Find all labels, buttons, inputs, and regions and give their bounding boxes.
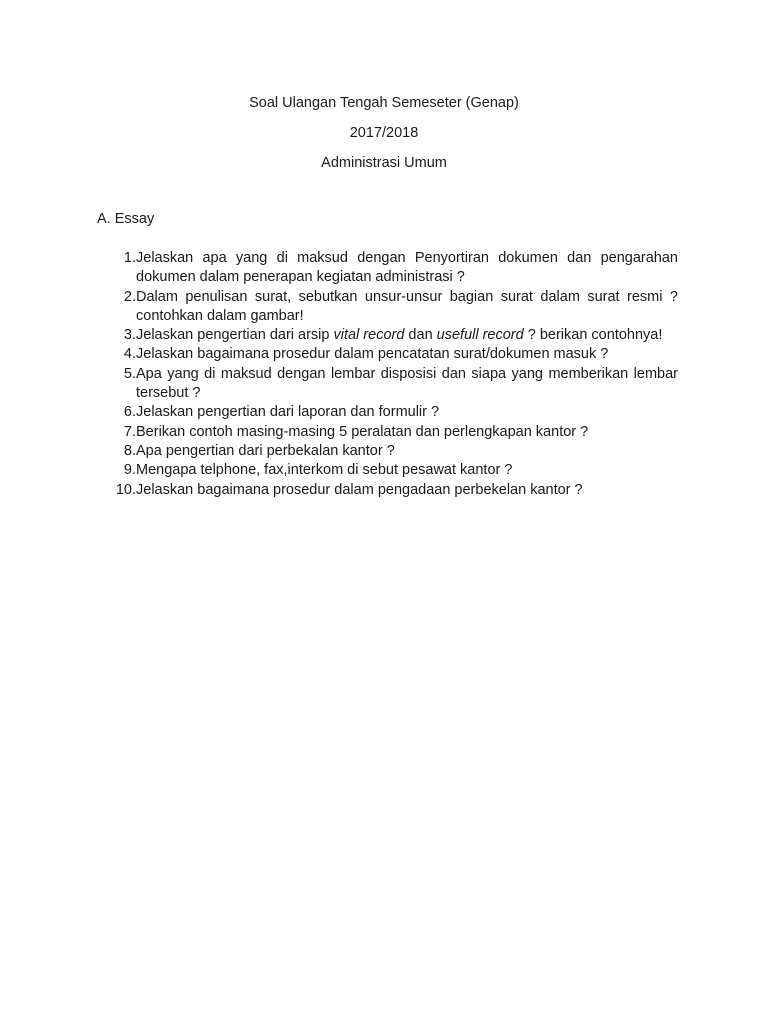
question-number: 7. [123, 423, 136, 440]
question-item [98, 442, 678, 461]
question-item [98, 249, 678, 288]
italic-term-usefull-record: usefull record [436, 327, 524, 344]
question-text-part: ? berikan contohnya! [523, 327, 663, 344]
question-text: Mengapa telphone, fax,interkom di sebut pesawat kantor ? [136, 462, 513, 479]
question-item [98, 365, 678, 404]
question-number: 2. [123, 288, 136, 305]
question-number: 3. [123, 327, 136, 344]
question-item [98, 326, 678, 345]
question-text: Jelaskan bagaimana prosedur dalam pencatatan surat/dokumen masuk ? [136, 346, 609, 363]
question-number: 8. [123, 442, 136, 459]
question-text-part: Jelaskan pengertian dari arsip [136, 327, 334, 344]
question-number: 1. [123, 250, 136, 266]
question-text: Jelaskan bagaimana prosedur dalam pengadaan perbekelan kantor ? [136, 481, 583, 498]
section-heading: A. Essay [97, 211, 155, 227]
question-item [98, 423, 678, 442]
question-number: 6. [123, 404, 136, 421]
question-item [98, 345, 678, 364]
question-text: Dalam penulisan surat, sebutkan unsur-unsur bagian surat dalam surat resmi ? contohkan dalam gambar! [136, 288, 678, 324]
subject-name: Administrasi Umum [321, 155, 447, 171]
question-item [98, 481, 678, 500]
question-text-part: dan [404, 327, 437, 344]
question-item [98, 288, 678, 327]
question-text: Apa yang di maksud dengan lembar disposisi dan siapa yang memberikan lembar tersebut ? [136, 365, 678, 402]
question-item [98, 403, 678, 422]
question-text: Jelaskan apa yang di maksud dengan Penyortiran dokumen dan pengarahan dokumen dalam penerapan kegiatan administrasi ? [136, 250, 678, 286]
question-item [98, 461, 678, 480]
question-text: Berikan contoh masing-masing 5 peralatan dan perlengkapan kantor ? [136, 423, 589, 440]
document-header [0, 88, 768, 178]
italic-term-vital-record: vital record [333, 327, 405, 344]
question-number: 10. [115, 481, 136, 498]
academic-year: 2017/2018 [349, 125, 419, 141]
question-text: Jelaskan pengertian dari laporan dan formulir ? [136, 404, 440, 421]
question-number: 9. [123, 462, 136, 479]
question-text: Apa pengertian dari perbekalan kantor ? [136, 442, 395, 459]
question-number: 4. [123, 346, 136, 363]
question-list [98, 249, 678, 500]
question-number: 5. [123, 365, 136, 382]
document-title: Soal Ulangan Tengah Semeseter (Genap) [249, 95, 519, 111]
question-text [136, 326, 678, 345]
